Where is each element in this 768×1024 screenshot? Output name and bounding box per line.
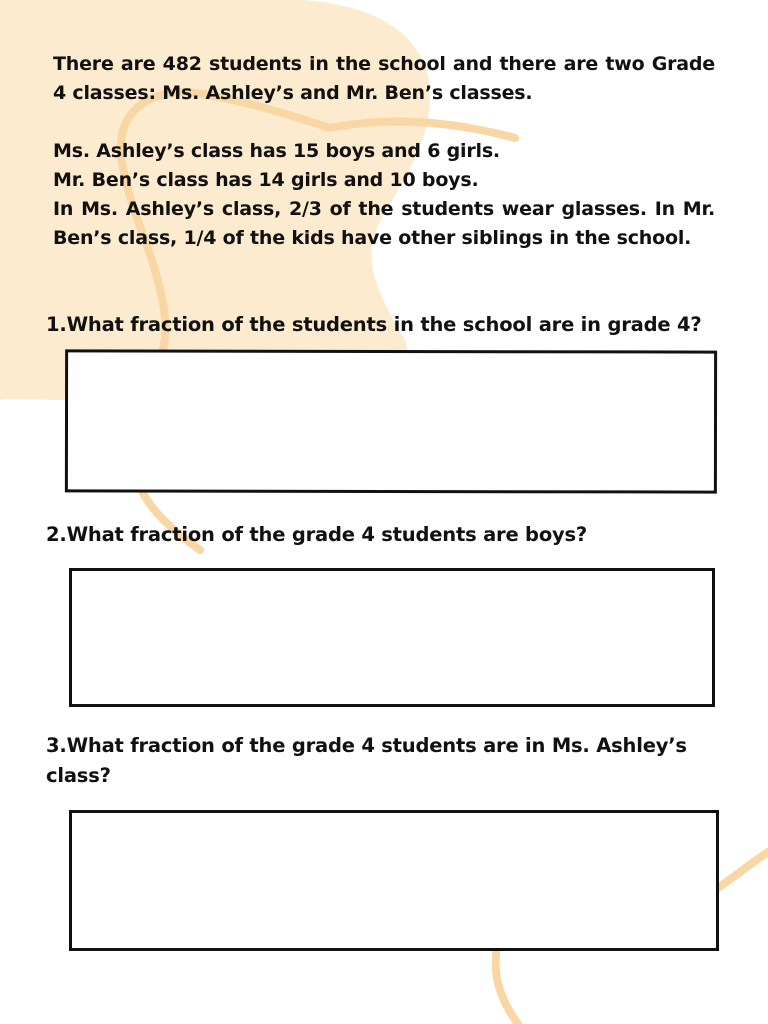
intro-paragraph-ashley-class: Ms. Ashley’s class has 15 boys and 6 girls. [53, 140, 500, 162]
question-2: 2.What fraction of the grade 4 students are boys? [46, 523, 588, 546]
answer-box-1[interactable] [65, 349, 717, 493]
intro-text [53, 50, 715, 253]
question-3: 3.What fraction of the grade 4 students are in Ms. Ashley’s class? [46, 734, 687, 787]
intro-paragraph-school: There are 482 students in the school and there are two Grade 4 classes: Ms. Ashley’s and Mr. Ben’s classes. [53, 53, 715, 104]
intro-paragraph-ben-class: Mr. Ben’s class has 14 girls and 10 boys. [53, 169, 479, 191]
answer-box-3[interactable] [69, 810, 719, 951]
answer-box-2[interactable] [69, 568, 715, 707]
intro-paragraph-glasses-siblings: In Ms. Ashley’s class, 2/3 of the students wear glasses. In Mr. Ben’s class, 1/4 of the kids have other siblings in the school. [53, 198, 715, 249]
question-1: 1.What fraction of the students in the school are in grade 4? [46, 313, 702, 336]
